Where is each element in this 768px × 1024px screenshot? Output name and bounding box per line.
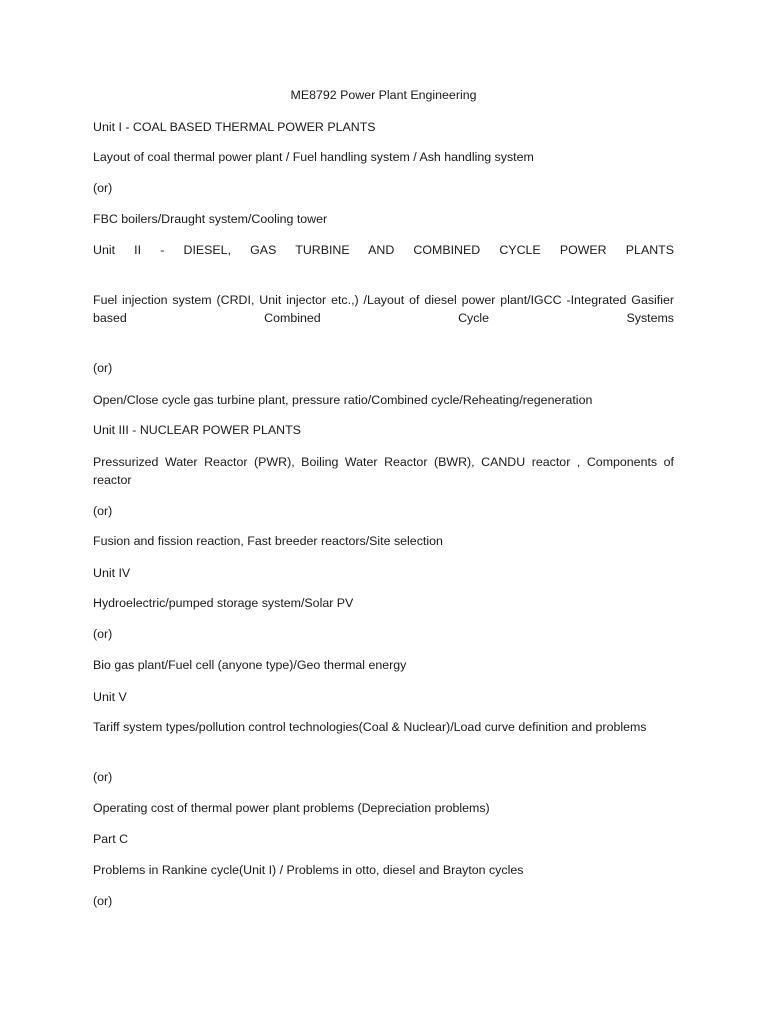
unit5-topics-b: Operating cost of thermal power plant problems (Depreciation problems) [93,801,490,815]
partc-topics-a: Problems in Rankine cycle(Unit I) / Problems in otto, diesel and Brayton cycles [93,863,524,877]
unit2-topics-b: Open/Close cycle gas turbine plant, pressure ratio/Combined cycle/Reheating/regeneration [93,393,593,407]
unit4-heading: Unit IV [93,566,131,580]
unit3-topics-a: Pressurized Water Reactor (PWR), Boiling Water Reactor (BWR), CANDU reactor , Components of reactor [93,455,674,487]
unit5-topics-a: Tariff system types/pollution control technologies(Coal & Nuclear)/Load curve definition and problems [93,720,647,734]
or-separator: (or) [93,627,113,641]
or-separator: (or) [93,181,113,195]
or-separator: (or) [93,504,113,518]
unit4-topics-b: Bio gas plant/Fuel cell (anyone type)/Geo thermal energy [93,658,407,672]
partc-heading: Part C [93,832,129,846]
or-separator: (or) [93,361,113,375]
unit1-topics-b: FBC boilers/Draught system/Cooling tower [93,212,328,226]
unit3-topics-b: Fusion and fission reaction, Fast breeder reactors/Site selection [93,534,443,548]
unit1-heading: Unit I - COAL BASED THERMAL POWER PLANTS [93,120,376,134]
or-separator: (or) [93,770,113,784]
unit1-topics-a: Layout of coal thermal power plant / Fuel handling system / Ash handling system [93,150,534,164]
unit3-heading: Unit III - NUCLEAR POWER PLANTS [93,423,301,437]
unit5-heading: Unit V [93,690,127,704]
unit2-topics-a: Fuel injection system (CRDI, Unit injector etc.,) /Layout of diesel power plant/IGCC -Integrated Gasifier based Combined Cycle Systems [93,293,674,325]
document-title: ME8792 Power Plant Engineering [290,88,477,102]
unit4-topics-a: Hydroelectric/pumped storage system/Solar PV [93,596,354,610]
or-separator: (or) [93,894,113,908]
unit2-heading: Unit II - DIESEL, GAS TURBINE AND COMBINED CYCLE POWER PLANTS [93,243,674,257]
